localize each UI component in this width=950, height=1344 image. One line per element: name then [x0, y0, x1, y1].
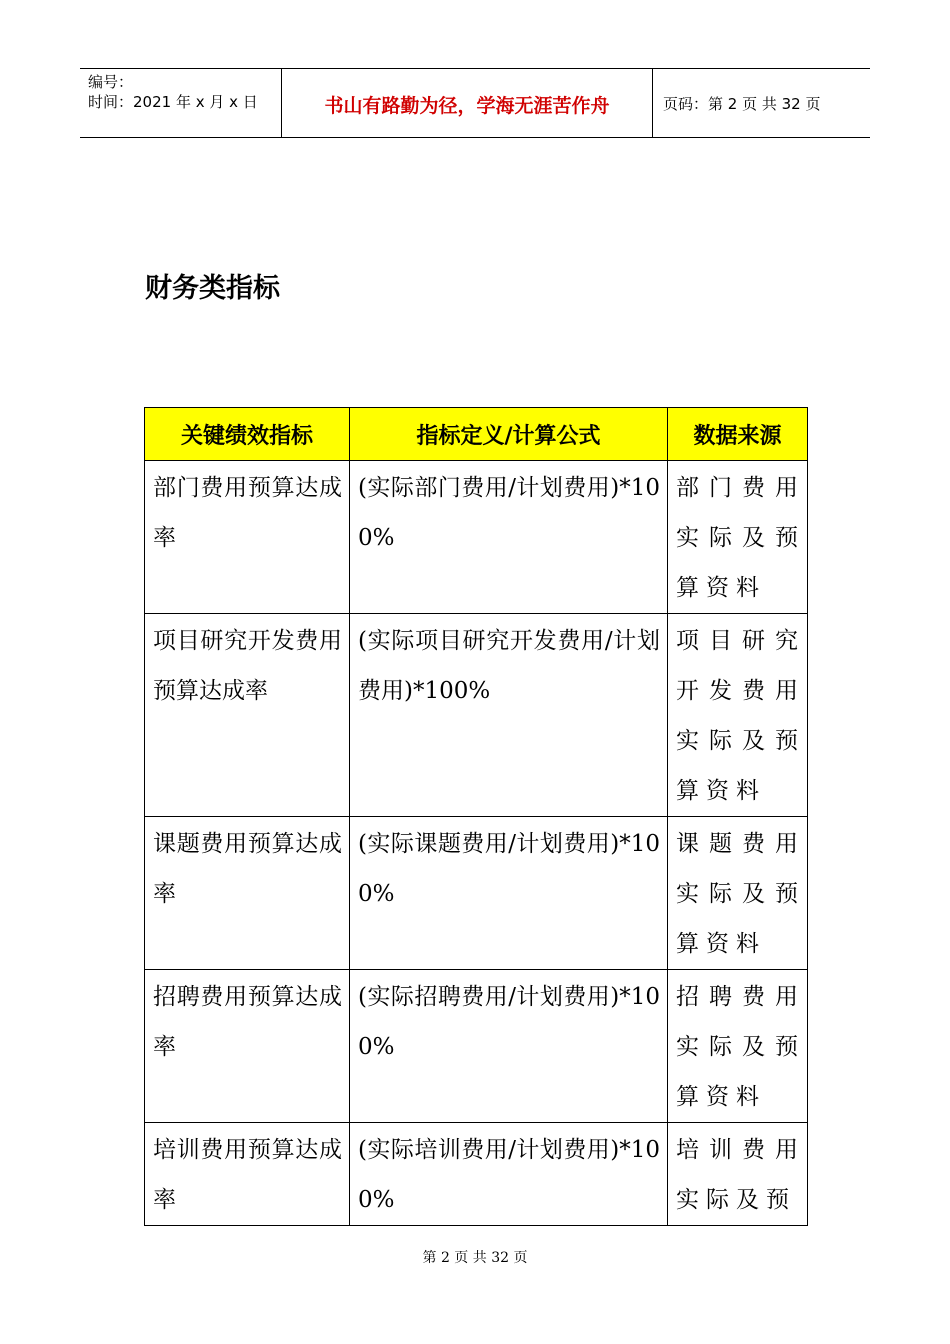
kpi-cell: 项目研究开发费用预算达成率 — [145, 614, 350, 817]
definition-cell: (实际课题费用/计划费用)*100% — [350, 817, 668, 970]
page-header — [80, 68, 870, 138]
kpi-table — [144, 407, 808, 1226]
kpi-cell: 课题费用预算达成率 — [145, 817, 350, 970]
definition-cell: (实际项目研究开发费用/计划费用)*100% — [350, 614, 668, 817]
header-page-cell — [653, 69, 870, 137]
kpi-cell: 部门费用预算达成率 — [145, 461, 350, 614]
table-row — [145, 817, 808, 970]
source-cell: 招聘费用实际及预算资料 — [668, 970, 808, 1123]
source-cell: 项目研究开发费用实际及预算资料 — [668, 614, 808, 817]
column-header-definition: 指标定义/计算公式 — [350, 408, 668, 461]
section-title: 财务类指标 — [145, 273, 280, 304]
header-left-cell — [80, 69, 282, 137]
number-label: 编号： — [88, 73, 134, 91]
table-row — [145, 461, 808, 614]
page-footer: 第 2 页 共 32 页 — [422, 1250, 528, 1266]
time-label: 时间：2021 年 x 月 x 日 — [88, 93, 258, 111]
header-page-info: 页码：第 2 页 共 32 页 — [663, 95, 821, 113]
column-header-source: 数据来源 — [668, 408, 808, 461]
table-row — [145, 970, 808, 1123]
table-header-row — [145, 408, 808, 461]
header-motto-cell — [282, 69, 653, 137]
definition-cell: (实际部门费用/计划费用)*100% — [350, 461, 668, 614]
definition-cell: (实际招聘费用/计划费用)*100% — [350, 970, 668, 1123]
column-header-kpi: 关键绩效指标 — [145, 408, 350, 461]
kpi-cell: 培训费用预算达成率 — [145, 1123, 350, 1226]
source-cell: 部门费用实际及预算资料 — [668, 461, 808, 614]
kpi-cell: 招聘费用预算达成率 — [145, 970, 350, 1123]
table-row — [145, 1123, 808, 1226]
definition-cell: (实际培训费用/计划费用)*100% — [350, 1123, 668, 1226]
header-motto: 书山有路勤为径，学海无涯苦作舟 — [324, 95, 610, 117]
source-cell: 培训费用实际及预 — [668, 1123, 808, 1226]
table-row — [145, 614, 808, 817]
source-cell: 课题费用实际及预算资料 — [668, 817, 808, 970]
